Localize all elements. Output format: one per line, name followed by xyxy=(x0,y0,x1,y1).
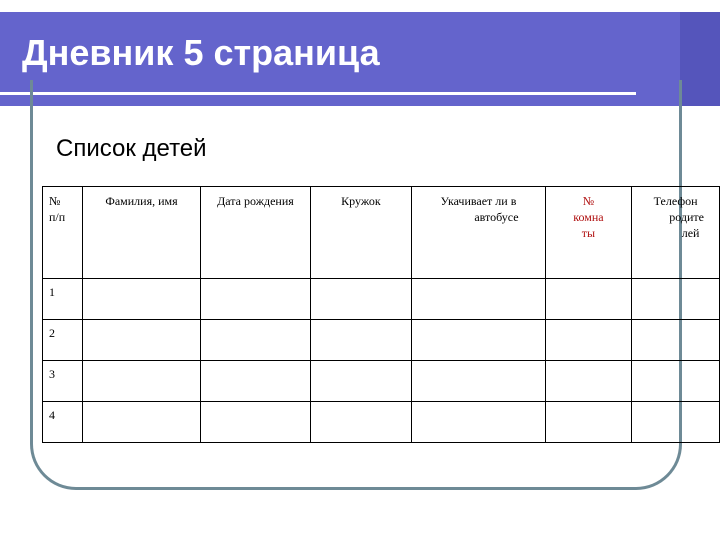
children-table xyxy=(42,186,720,443)
column-header-line: родите xyxy=(669,210,704,224)
table-cell xyxy=(545,402,632,443)
column-header-room xyxy=(545,187,632,279)
column-header-motion-sickness xyxy=(412,187,546,279)
table-cell xyxy=(412,320,546,361)
table-cell xyxy=(310,361,411,402)
column-header-line: Дата рождения xyxy=(217,194,294,208)
column-header-club xyxy=(310,187,411,279)
column-header-line: ты xyxy=(581,226,596,240)
column-header-line: № xyxy=(582,194,595,208)
column-header-line: лей xyxy=(681,226,700,240)
page-title: Дневник 5 страница xyxy=(22,32,380,73)
table-cell xyxy=(82,279,200,320)
table-cell xyxy=(632,361,720,402)
table-cell xyxy=(82,402,200,443)
table-cell xyxy=(545,320,632,361)
row-number: 1 xyxy=(43,279,83,320)
table-cell xyxy=(545,361,632,402)
table-cell xyxy=(201,361,310,402)
row-number: 2 xyxy=(43,320,83,361)
column-header-line: Кружок xyxy=(341,194,381,208)
table-cell xyxy=(412,361,546,402)
column-header-number xyxy=(43,187,83,279)
column-header-line: № xyxy=(49,194,61,208)
table-row xyxy=(43,402,720,443)
table-cell xyxy=(201,402,310,443)
column-header-line: Укачивает ли в xyxy=(440,194,517,208)
column-header-line: п/п xyxy=(49,210,66,224)
section-title: Список детей xyxy=(56,135,207,162)
table-header-row xyxy=(43,187,720,279)
table-cell xyxy=(545,279,632,320)
table-cell xyxy=(632,279,720,320)
table-cell xyxy=(632,402,720,443)
row-number: 3 xyxy=(43,361,83,402)
table-cell xyxy=(82,361,200,402)
column-header-line: автобусе xyxy=(474,210,519,224)
header-right-cap xyxy=(680,12,720,106)
table-row xyxy=(43,361,720,402)
column-header-name xyxy=(82,187,200,279)
column-header-line: Телефон xyxy=(653,194,698,208)
table-cell xyxy=(310,320,411,361)
table-cell xyxy=(412,279,546,320)
table-cell xyxy=(201,279,310,320)
column-header-line: комна xyxy=(573,210,604,224)
table-cell xyxy=(82,320,200,361)
column-header-parents-phone xyxy=(632,187,720,279)
table-row xyxy=(43,320,720,361)
column-header-birthdate xyxy=(201,187,310,279)
table-cell xyxy=(201,320,310,361)
table-cell xyxy=(310,279,411,320)
row-number: 4 xyxy=(43,402,83,443)
table-cell xyxy=(632,320,720,361)
table-row xyxy=(43,279,720,320)
column-header-line: Фамилия, имя xyxy=(105,194,178,208)
table-cell xyxy=(310,402,411,443)
table-cell xyxy=(412,402,546,443)
